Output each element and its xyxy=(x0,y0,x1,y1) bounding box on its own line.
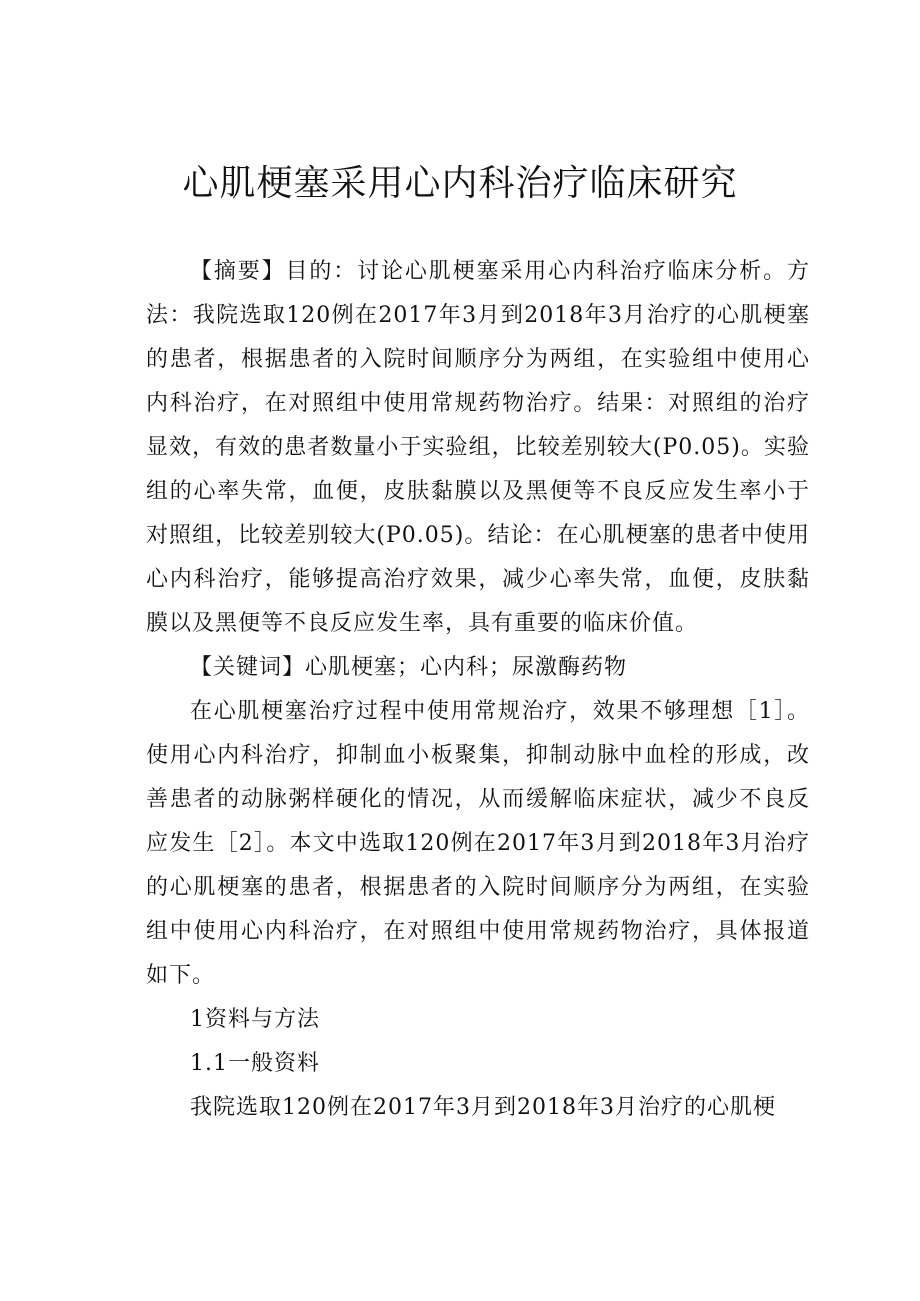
section-heading-1-1: 1.1一般资料 xyxy=(190,1051,320,1076)
document-title: 心肌梗塞采用心内科治疗临床研究 xyxy=(182,163,738,204)
section-1-1-paragraph: 我院选取120例在2017年3月到2018年3月治疗的心肌梗 xyxy=(190,1095,776,1120)
keywords-paragraph: 【关键词】心肌梗塞；心内科；尿激酶药物 xyxy=(190,655,628,680)
section-heading-1: 1资料与方法 xyxy=(190,1007,320,1032)
abstract-paragraph: 【摘要】目的：讨论心肌梗塞采用心内科治疗临床分析。方法：我院选取120例在2017年3月到2018年3月治疗的心肌梗塞的患者，根据患者的入院时间顺序分为两组，在实验组中使用心内科治疗，在对照组中使用常规药物治疗。结果：对照组的治疗显效，有效的患者数量小于实验组，比较差别较大(P0.05)。实验组的心率失常，血便，皮肤黏膜以及黑便等不良反应发生率小于对照组，比较差别较大(P0.05)。结论：在心肌梗塞的患者中使用心内科治疗，能够提高治疗效果，减少心率失常，血便，皮肤黏膜以及黑便等不良反应发生率，具有重要的临床价值。 xyxy=(146,259,810,636)
introduction-paragraph: 在心肌梗塞治疗过程中使用常规治疗，效果不够理想［1］。使用心内科治疗，抑制血小板聚集，抑制动脉中血栓的形成，改善患者的动脉粥样硬化的情况，从而缓解临床症状，减少不良反应发生［2］。本文中选取120例在2017年3月到2018年3月治疗的心肌梗塞的患者，根据患者的入院时间顺序分为两组，在实验组中使用心内科治疗，在对照组中使用常规药物治疗，具体报道如下。 xyxy=(146,699,810,988)
document-body xyxy=(146,250,810,1130)
